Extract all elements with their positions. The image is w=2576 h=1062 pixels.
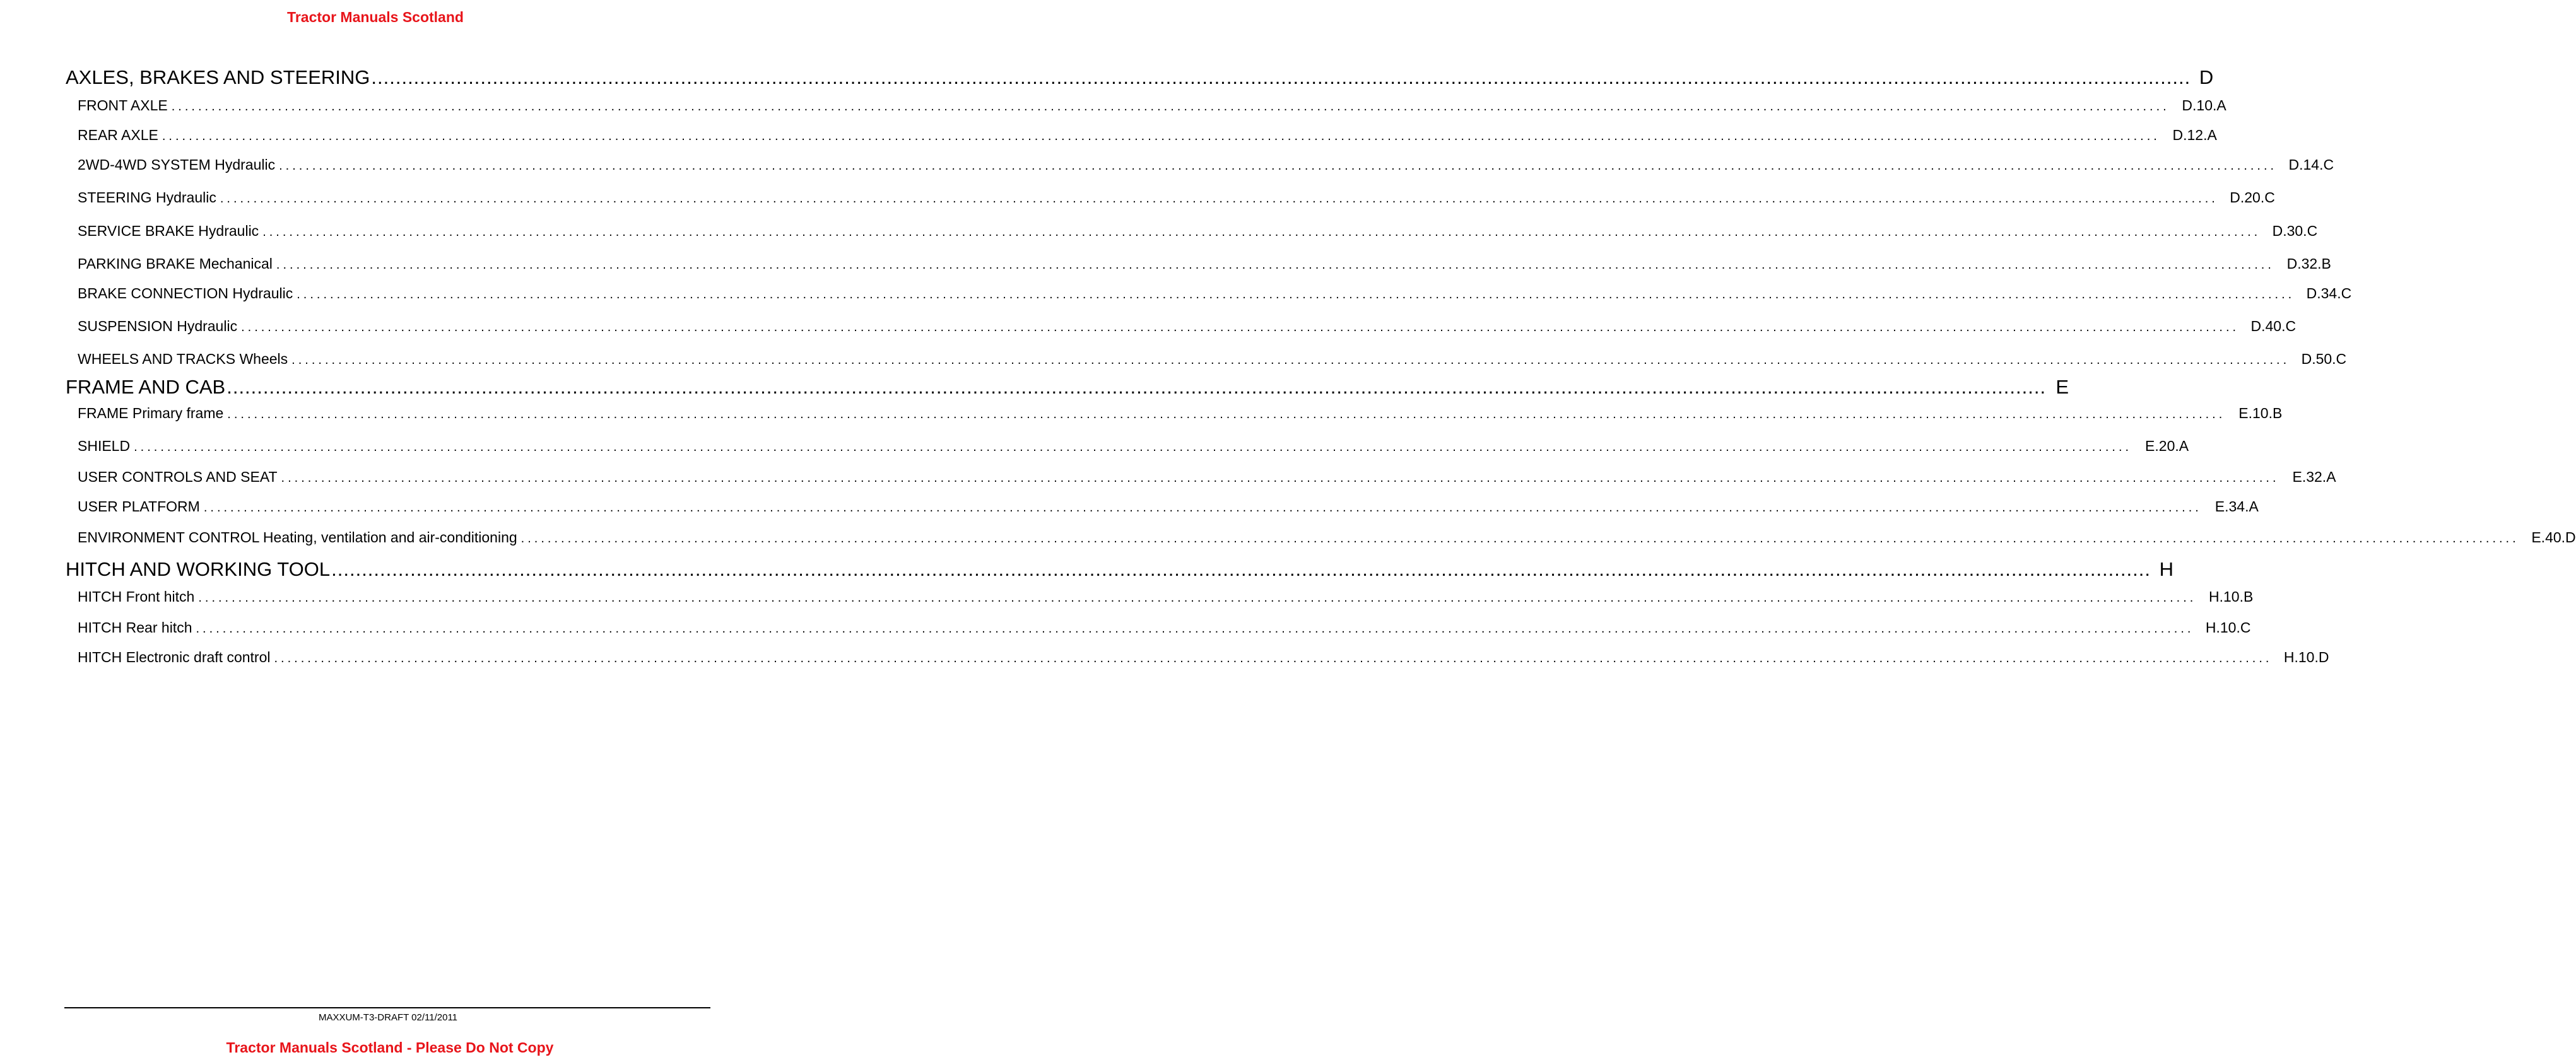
toc-dot-leader: ............................................................................................................................................................................................................................................................................................................ (134, 440, 2132, 454)
toc-entry-title: SHIELD (78, 438, 131, 454)
toc-dot-leader: ............................................................................................................................................................................................................................................................................................................ (297, 288, 2295, 301)
toc-dot-leader: ............................................................................................................................................................................................................................................................................................................ (291, 353, 2290, 367)
toc-entry-title: FRAME Primary frame (78, 405, 224, 421)
table-of-contents (66, 62, 2576, 668)
toc-section-heading[interactable] (66, 62, 2214, 93)
toc-entry-title: PARKING BRAKE Mechanical (78, 255, 273, 272)
toc-entry-title: FRONT AXLE (78, 97, 168, 114)
toc-page-reference: D.34.C (2306, 285, 2352, 301)
toc-page-reference: D.30.C (2272, 223, 2318, 239)
toc-entry[interactable] (66, 349, 2347, 370)
toc-section-title: AXLES, BRAKES AND STEERING (66, 66, 370, 88)
toc-entry[interactable] (66, 221, 2318, 242)
toc-entry-title: USER CONTROLS AND SEAT (78, 469, 278, 485)
toc-page-reference: E.10.B (2238, 405, 2283, 421)
toc-page-reference: D.40.C (2250, 318, 2297, 334)
toc-entry[interactable] (66, 284, 2352, 304)
toc-section-heading[interactable] (66, 371, 2069, 403)
toc-entry-title: REAR AXLE (78, 127, 158, 143)
toc-page-reference: H.10.B (2209, 588, 2254, 605)
toc-dot-leader: ............................................................................................................................................................................................................................................................................................................ (171, 100, 2170, 114)
toc-dot-leader: ............................................................................................................................................................................................................................................................................................................ (279, 159, 2278, 173)
toc-entry[interactable] (66, 528, 2576, 548)
watermark-header: Tractor Manuals Scotland (287, 9, 464, 25)
toc-entry[interactable] (66, 497, 2259, 517)
toc-entry-title: HITCH Electronic draft control (78, 649, 271, 665)
toc-entry[interactable] (66, 254, 2331, 274)
toc-entry[interactable] (66, 467, 2336, 487)
toc-entry-title: USER PLATFORM (78, 498, 200, 515)
toc-section-title: HITCH AND WORKING TOOL (66, 558, 331, 580)
toc-entry-title: STEERING Hydraulic (78, 189, 216, 206)
toc-entry[interactable] (66, 155, 2334, 175)
toc-entry-title: HITCH Rear hitch (78, 619, 192, 636)
toc-entry-title: SUSPENSION Hydraulic (78, 318, 238, 334)
toc-entry[interactable] (66, 125, 2217, 146)
toc-entry[interactable] (66, 618, 2251, 638)
toc-dot-leader: ............................................................................................................................................................................................................................................................................................................ (262, 225, 2261, 239)
toc-dot-leader: ............................................................................................................................................................................................................................................................................................................ (162, 129, 2160, 143)
toc-entry[interactable] (66, 404, 2283, 424)
toc-page-reference: E.40.D (2531, 529, 2576, 546)
toc-dot-leader: ............................................................................................................................................................................................................................................................................................................ (276, 258, 2274, 272)
toc-section-heading[interactable] (66, 554, 2173, 585)
watermark-footer: Tractor Manuals Scotland - Please Do Not Copy (226, 1039, 554, 1056)
toc-dot-leader: ............................................................................................................................................................................................................................................................................................................ (331, 558, 2151, 580)
toc-dot-leader: ............................................................................................................................................................................................................................................................................................................ (196, 622, 2194, 636)
toc-page-reference: E.20.A (2145, 438, 2189, 454)
toc-section-letter: D (2199, 66, 2214, 88)
toc-section-letter: E (2056, 376, 2069, 398)
toc-dot-leader: ............................................................................................................................................................................................................................................................................................................ (371, 66, 2191, 88)
toc-entry-title: HITCH Front hitch (78, 588, 195, 605)
toc-dot-leader: ............................................................................................................................................................................................................................................................................................................ (520, 532, 2519, 546)
toc-page-reference: E.32.A (2292, 469, 2336, 485)
footer-document-id: MAXXUM-T3-DRAFT 02/11/2011 (318, 1012, 458, 1023)
toc-entry-title: SERVICE BRAKE Hydraulic (78, 223, 259, 239)
toc-dot-leader: ............................................................................................................................................................................................................................................................................................................ (274, 651, 2273, 665)
toc-page-reference: D.20.C (2230, 189, 2275, 206)
toc-entry-title: ENVIRONMENT CONTROL Heating, ventilation and air-conditioning (78, 529, 517, 546)
toc-page-reference: D.10.A (2182, 97, 2226, 114)
toc-entry[interactable] (66, 317, 2297, 337)
toc-dot-leader: ............................................................................................................................................................................................................................................................................................................ (281, 471, 2279, 485)
toc-dot-leader: ............................................................................................................................................................................................................................................................................................................ (198, 591, 2197, 605)
toc-page-reference: D.32.B (2286, 255, 2331, 272)
toc-page-reference: E.34.A (2214, 498, 2259, 515)
toc-page-reference: H.10.C (2205, 619, 2251, 636)
toc-entry[interactable] (66, 188, 2275, 208)
toc-page-reference: D.12.A (2172, 127, 2217, 143)
toc-page-reference: H.10.D (2283, 649, 2329, 665)
toc-section-letter: H (2159, 558, 2173, 580)
toc-entry[interactable] (66, 436, 2189, 457)
toc-dot-leader: ............................................................................................................................................................................................................................................................................................................ (226, 376, 2047, 398)
toc-section-title: FRAME AND CAB (66, 376, 226, 398)
toc-entry-title: BRAKE CONNECTION Hydraulic (78, 285, 293, 301)
toc-entry[interactable] (66, 648, 2329, 668)
toc-page-reference: D.50.C (2301, 351, 2347, 367)
footer-divider (64, 1007, 710, 1008)
toc-page-reference: D.14.C (2288, 156, 2334, 173)
toc-dot-leader: ............................................................................................................................................................................................................................................................................................................ (203, 501, 2202, 515)
toc-entry-title: WHEELS AND TRACKS Wheels (78, 351, 288, 367)
toc-entry-title: 2WD-4WD SYSTEM Hydraulic (78, 156, 276, 173)
toc-dot-leader: ............................................................................................................................................................................................................................................................................................................ (220, 192, 2218, 206)
toc-entry[interactable] (66, 587, 2254, 607)
toc-dot-leader: ............................................................................................................................................................................................................................................................................................................ (241, 320, 2240, 334)
toc-entry[interactable] (66, 96, 2226, 116)
toc-dot-leader: ............................................................................................................................................................................................................................................................................................................ (227, 407, 2226, 421)
